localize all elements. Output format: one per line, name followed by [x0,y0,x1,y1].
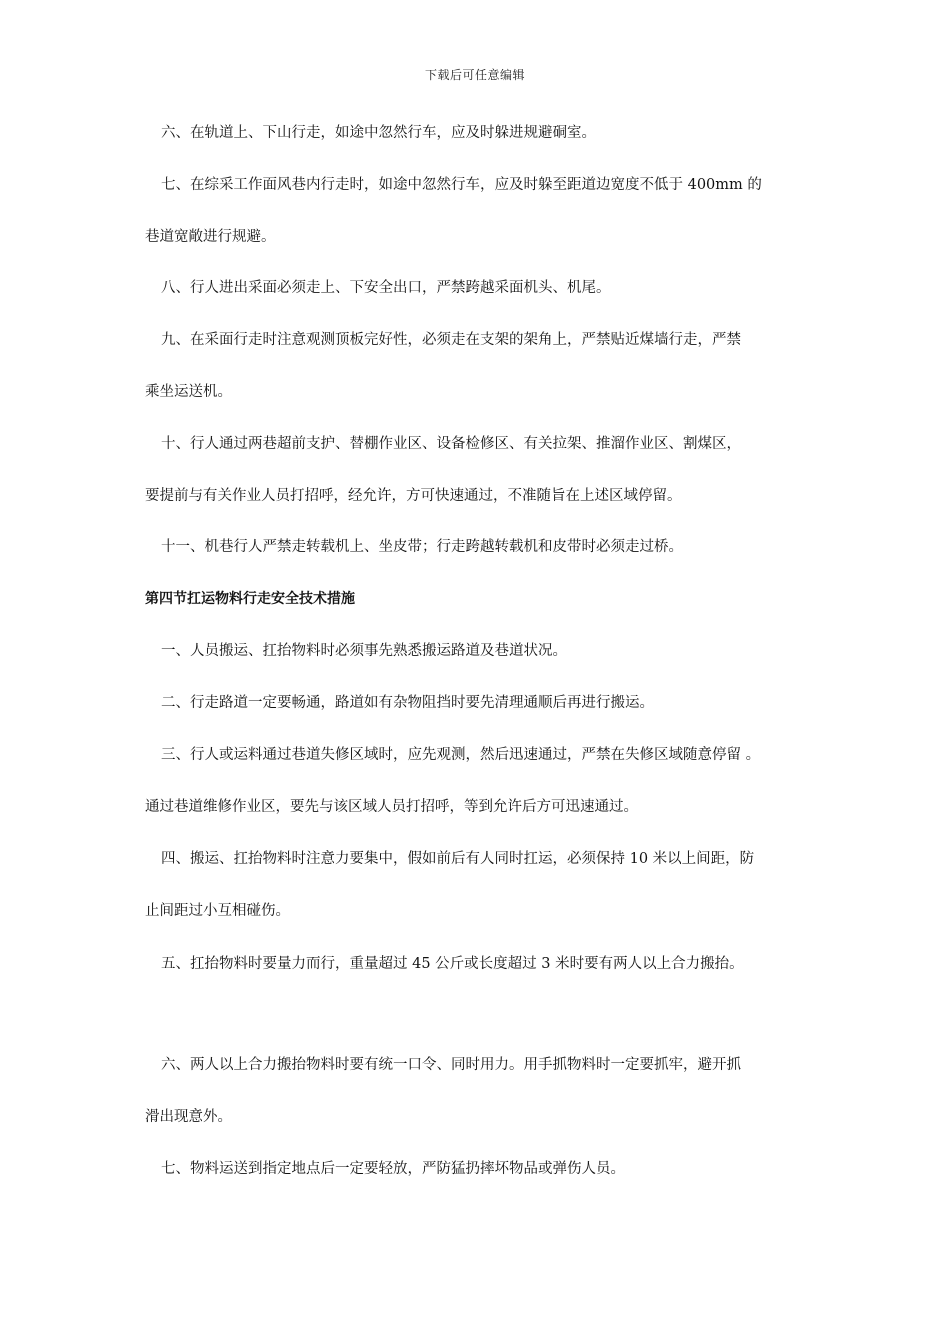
paragraph-line: 滑出现意外。 [145,1109,232,1125]
paragraph-line: 一、人员搬运、扛抬物料时必须事先熟悉搬运路道及巷道状况。 [161,643,567,659]
paragraph-line: 六、两人以上合力搬抬物料时要有统一口令、同时用力。用手抓物料时一定要抓牢，避开抓 [161,1057,741,1073]
paragraph-line: 八、行人进出采面必须走上、下安全出口，严禁跨越采面机头、机尾。 [161,280,611,296]
paragraph-line: 通过巷道维修作业区，要先与该区域人员打招呼，等到允许后方可迅速通过。 [145,799,638,815]
paragraph-line: 止间距过小互相碰伤。 [145,903,290,919]
paragraph-line: 巷道宽敞进行规避。 [145,229,276,245]
paragraph-line: 乘坐运送机。 [145,384,232,400]
paragraph-line: 九、在采面行走时注意观测顶板完好性，必须走在支架的架角上，严禁贴近煤墙行走，严禁 [161,332,741,348]
paragraph-line: 要提前与有关作业人员打招呼，经允许，方可快速通过，不准随旨在上述区域停留。 [145,488,682,504]
paragraph-line: 五、扛抬物料时要量力而行，重量超过 45 公斤或长度超过 3 米时要有两人以上合力搬抬。 [161,956,744,972]
paragraph-line: 七、在综采工作面风巷内行走时，如途中忽然行车，应及时躲至距道边宽度不低于 400mm 的 [161,177,762,193]
section-heading: 第四节扛运物料行走安全技术措施 [145,591,355,607]
paragraph-line: 六、在轨道上、下山行走，如途中忽然行车，应及时躲进规避硐室。 [161,125,596,141]
paragraph-line: 四、搬运、扛抬物料时注意力要集中，假如前后有人同时扛运，必须保持 10 米以上间距，防 [161,851,755,867]
paragraph-line: 十一、机巷行人严禁走转载机上、坐皮带；行走跨越转载机和皮带时必须走过桥。 [161,539,683,555]
paragraph-line: 十、行人通过两巷超前支护、替棚作业区、设备检修区、有关拉架、推溜作业区、割煤区， [161,436,741,452]
page-header: 下载后可任意编辑 [424,68,525,82]
paragraph-line: 三、行人或运料通过巷道失修区域时，应先观测，然后迅速通过，严禁在失修区域随意停留 。 [161,747,761,763]
paragraph-line: 二、行走路道一定要畅通，路道如有杂物阻挡时要先清理通顺后再进行搬运。 [161,695,654,711]
paragraph-line: 七、物料运送到指定地点后一定要轻放，严防猛扔摔坏物品或弹伤人员。 [161,1161,625,1177]
